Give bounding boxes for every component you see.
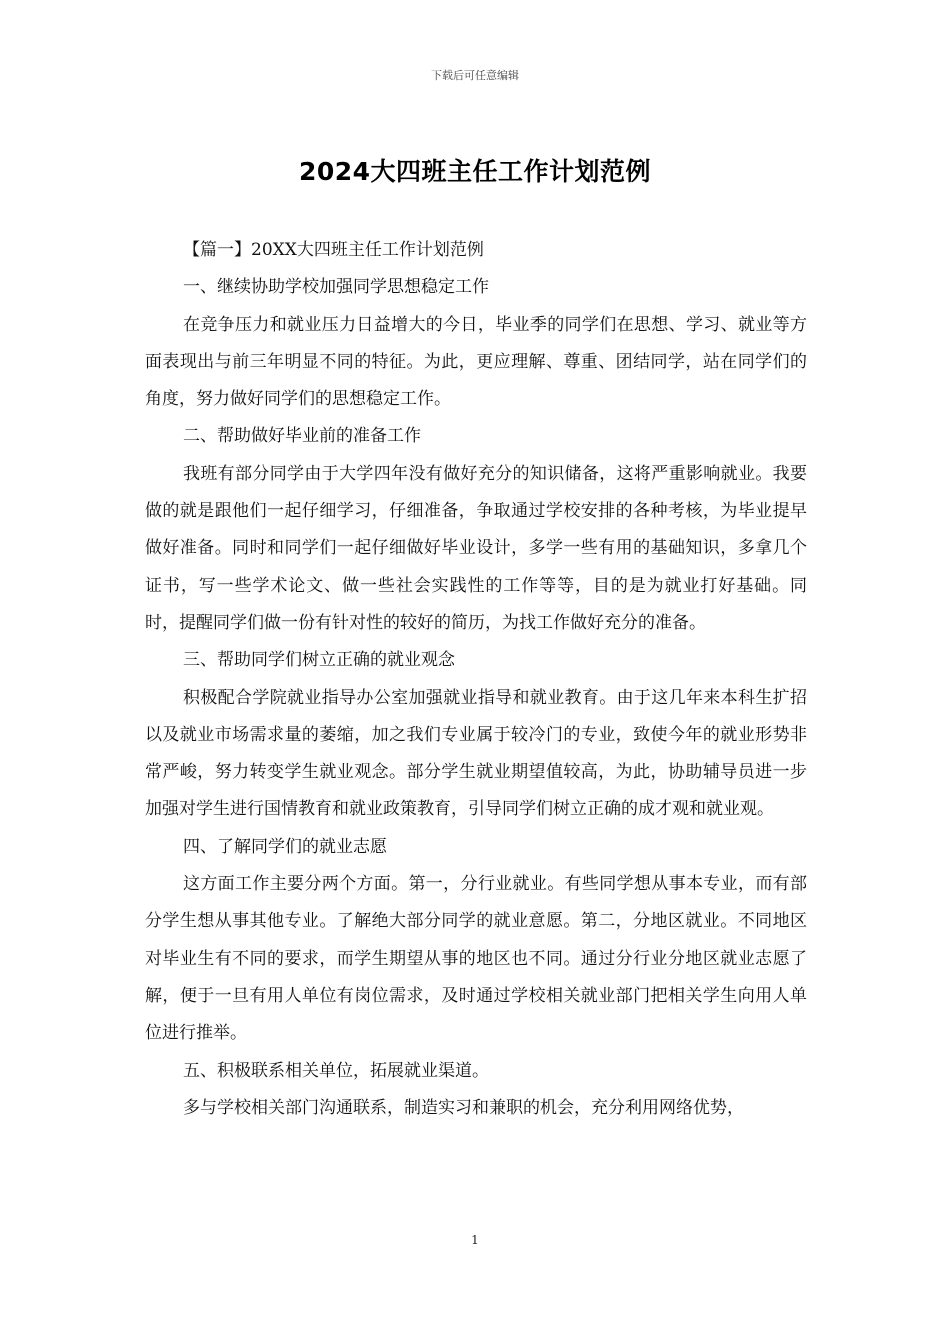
subheading-4: 四、了解同学们的就业志愿 [183,836,387,857]
subheading-3: 三、帮助同学们树立正确的就业观念 [183,650,455,671]
subheading-2: 二、帮助做好毕业前的准备工作 [183,426,421,447]
subheading-1: 一、继续协助学校加强同学思想稳定工作 [183,277,489,298]
paragraph-1: 在竞争压力和就业压力日益增大的今日，毕业季的同学们在思想、学习、就业等方面表现出与前三年明显不同的特征。为此，更应理解、尊重、团结同学，站在同学们的角度，努力做好同学们的思想稳定工作。 [145,314,807,410]
header-note: 下载后可任意编辑 [431,69,519,82]
paragraph-2: 我班有部分同学由于大学四年没有做好充分的知识储备，这将严重影响就业。我要做的就是跟他们一起仔细学习，仔细准备，争取通过学校安排的各种考核，为毕业提早做好准备。同时和同学们一起仔细做好毕业设计，多学一些有用的基础知识，多拿几个证书，写一些学术论文、做一些社会实践性的工作等等，目的是为就业打好基础。同时，提醒同学们做一份有针对性的较好的简历，为找工作做好充分的准备。 [145,463,807,633]
section-heading: 【篇一】20XX大四班主任工作计划范例 [183,240,484,260]
document-body [145,232,807,1127]
paragraph-4: 这方面工作主要分两个方面。第一，分行业就业。有些同学想从事本专业，而有部分学生想从事其他专业。了解绝大部分同学的就业意愿。第二，分地区就业。不同地区对毕业生有不同的要求，而学生期望从事的地区也不同。通过分行业分地区就业志愿了解，便于一旦有用人单位有岗位需求，及时通过学校相关就业部门把相关学生向用人单位进行推举。 [145,874,807,1044]
page-number: 1 [471,1233,479,1247]
paragraph-3: 积极配合学院就业指导办公室加强就业指导和就业教育。由于这几年来本科生扩招以及就业市场需求量的萎缩，加之我们专业属于较冷门的专业，致使今年的就业形势非常严峻，努力转变学生就业观念。部分学生就业期望值较高，为此，协助辅导员进一步加强对学生进行国情教育和就业政策教育，引导同学们树立正确的成才观和就业观。 [145,687,807,820]
document-title: 2024大四班主任工作计划范例 [298,157,652,186]
subheading-5: 五、积极联系相关单位，拓展就业渠道。 [183,1060,489,1081]
paragraph-5: 多与学校相关部门沟通联系，制造实习和兼职的机会，充分利用网络优势， [183,1097,744,1118]
